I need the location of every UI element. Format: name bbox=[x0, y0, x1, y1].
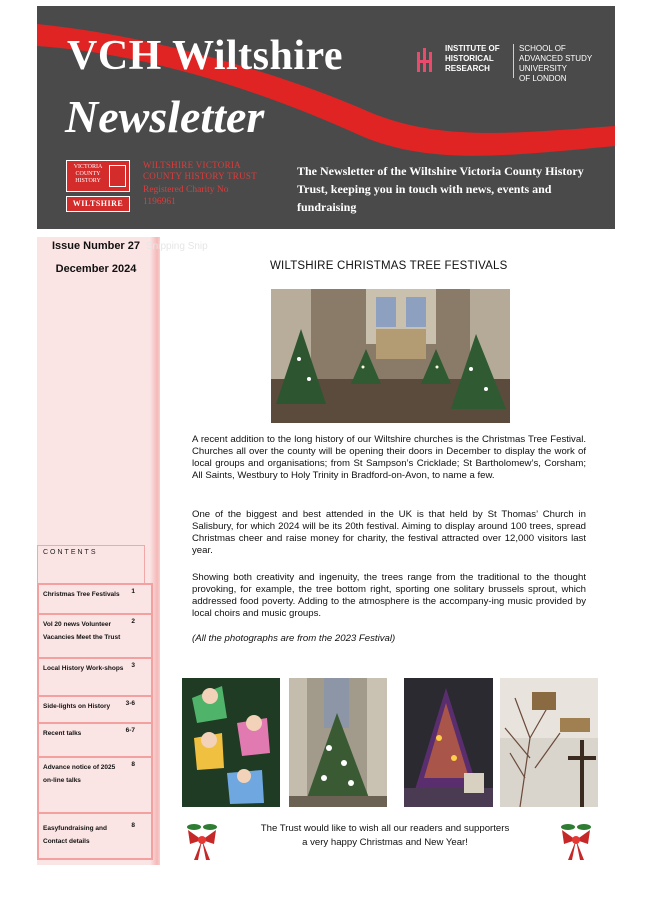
ihr-logo bbox=[415, 42, 605, 82]
toc-item-page: 1 bbox=[131, 588, 135, 595]
church-interior-photo bbox=[271, 289, 510, 423]
article-paragraph: Showing both creativity and ingenuity, the trees range from the traditional to the thought provoking, for example, the tree bottom right, sporting one solitary brussels sprout, which addressed food poverty. Adding to the atmosphere is the accompany-ing music provided by local choirs and music groups. bbox=[192, 572, 586, 620]
sprout-tree-photo bbox=[500, 678, 598, 807]
angel-decorations-photo bbox=[182, 678, 280, 807]
toc-item[interactable] bbox=[37, 722, 153, 758]
white-tree-photo bbox=[289, 678, 387, 807]
toc-item-page: 3-6 bbox=[125, 700, 135, 707]
toc-item-title: Advance notice of 2025 on-line talks bbox=[43, 764, 116, 784]
issue-date: December 2024 bbox=[55, 263, 137, 275]
purple-tree-photo bbox=[404, 678, 493, 807]
shield-icon bbox=[109, 165, 126, 187]
toc-item-page: 6-7 bbox=[125, 727, 135, 734]
vch-seal-logo bbox=[66, 160, 130, 192]
logo-divider bbox=[513, 44, 514, 78]
toc-item-title: Recent talks bbox=[43, 730, 82, 737]
issue-number: Issue Number 27 bbox=[51, 240, 141, 252]
toc-item-title: Christmas Tree Festivals bbox=[43, 591, 120, 598]
newsletter-banner bbox=[37, 6, 615, 229]
toc-item[interactable] bbox=[37, 657, 153, 697]
toc-item[interactable] bbox=[37, 613, 153, 659]
charity-number: Registered Charity No 1196961 bbox=[143, 185, 229, 207]
holly-bow-icon bbox=[184, 822, 220, 862]
seal-text: VICTORIA COUNTY HISTORY bbox=[73, 164, 103, 184]
wiltshire-label: WILTSHIRE bbox=[66, 196, 130, 212]
newsletter-subtitle: Newsletter bbox=[65, 91, 265, 142]
newsletter-tagline: The Newsletter of the Wiltshire Victoria County History Trust, keeping you in touch with news, events and fundraising bbox=[297, 164, 584, 214]
toc-item[interactable] bbox=[37, 695, 153, 724]
toc-item-title: Local History Work-shops bbox=[43, 665, 124, 672]
ihr-emblem-icon bbox=[415, 48, 439, 76]
toc-item-page: 8 bbox=[131, 761, 135, 768]
toc-item-title: Side-lights on History bbox=[43, 703, 111, 710]
toc-item-page: 3 bbox=[131, 662, 135, 669]
christmas-greeting: The Trust would like to wish all our readers and supporters a very happy Christmas and New Year! bbox=[260, 823, 510, 848]
trust-name: WILTSHIRE VICTORIA COUNTY HISTORY TRUST bbox=[143, 160, 258, 181]
toc-item[interactable] bbox=[37, 583, 153, 615]
toc-item[interactable] bbox=[37, 812, 153, 860]
toc-item-page: 8 bbox=[131, 822, 135, 829]
article-paragraph: One of the biggest and best attended in the UK is that held by St Thomas’ Church in Salisbury, for which 2024 will be its 20th festival. Aiming to display around 100 trees, spread Christmas cheer and raise money for charity, the festival attracted over 12,000 visitors last year. bbox=[192, 509, 586, 557]
toc-item-title: Vol 20 news Volunteer Vacancies Meet the Trust bbox=[43, 621, 121, 641]
newsletter-title: VCH Wiltshire bbox=[67, 33, 344, 79]
toc-item-page: 2 bbox=[131, 618, 135, 625]
toc-item[interactable] bbox=[37, 756, 153, 814]
ghost-overlay-text: Snipping Snip bbox=[146, 241, 208, 252]
photo-note: (All the photographs are from the 2023 Festival) bbox=[192, 633, 396, 644]
article-headline: WILTSHIRE CHRISTMAS TREE FESTIVALS bbox=[270, 260, 508, 272]
sas-name: SCHOOL OF ADVANCED STUDY UNIVERSITY OF LONDON bbox=[519, 44, 593, 83]
article-paragraph: A recent addition to the long history of our Wiltshire churches is the Christmas Tree Festival. Churches all over the county will be opening their doors in December to display the work of local groups and organisations; from St Sampson’s Cricklade; St Bartholomew’s, Corsham; All Saints, Westbury to Holy Trinity in Bradford-on-Avon, to name a few. bbox=[192, 434, 586, 482]
toc-item-title: Easyfundraising and Contact details bbox=[43, 825, 107, 845]
contents-heading: CONTENTS bbox=[43, 549, 98, 556]
holly-bow-icon bbox=[558, 822, 594, 862]
ihr-name: INSTITUTE OF HISTORICAL RESEARCH bbox=[445, 44, 500, 73]
